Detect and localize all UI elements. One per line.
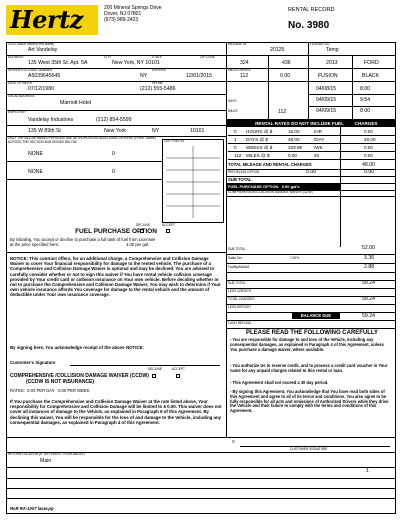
rate-qty: 0 — [234, 129, 237, 134]
fuel-option-title: FUEL PURCHASE OPTION — [75, 228, 157, 235]
rate-row — [228, 152, 396, 160]
employer-state: NY — [152, 128, 160, 134]
terms-paragraph-3: - This Agreement shall not exceed a 30 day period. — [230, 380, 329, 385]
total-mileage-label: TOTAL MILEAGE AND RENTAL CHARGES — [228, 162, 312, 167]
customer-license: A5039645645 — [28, 73, 61, 79]
fuel-gauge-label: OUT FUEL IN — [164, 139, 184, 143]
vehicle-make: FORD — [364, 60, 379, 66]
customer-dob: 07/12/1980 — [28, 86, 54, 92]
unit-number: 436 — [282, 60, 291, 66]
date-in: 04/09/15 — [316, 97, 337, 103]
cdw-paragraph: If You purchase the Comprehensive and Collision Damage Waiver at the rate listed above, Your responsibility for Comprehensive and Collision Damage will be limited to $ 0.00. This waiver does not cover all instances of damage to the Vehicle, as explained in Paragraph 6 of this Agreement. By declining this waiver, You will be responsible for the loss of and damage to the Vehicle, including any consequential damages, as explained in Paragraph 4 of this Agreement. — [10, 399, 222, 425]
additional-drivers-note: ONLY THE BELOW NAMED PERSONS ARE AUTHORIZED AS ADDITIONAL DRIVERS (PRINT NAME) ACROSS THE SECTION AND SIGNED BELOW — [8, 136, 156, 144]
rate-row — [228, 144, 396, 152]
license-label: DRIVER'S LICENSE NUMBER — [8, 68, 53, 72]
local-address-label: LOCAL ADDRESS — [8, 94, 35, 98]
balance-due-label: BALANCE DUE — [292, 313, 340, 319]
license-expires: 12/01/2015 — [186, 73, 212, 79]
fuel-accept-label: ACCEPT — [162, 223, 175, 227]
rate-unit: MILES @ $ — [246, 153, 270, 158]
fuel-price: 4.00 per gal. — [126, 242, 150, 247]
cdw-decline-label: DECLINE — [148, 367, 162, 371]
rate-rate: 48.00 — [288, 137, 300, 142]
vehicle-model: FUSION — [318, 73, 338, 79]
page-number: 1 — [366, 468, 369, 474]
cdw-accept-label: ACCEPT — [172, 367, 185, 371]
gas-out: 0.00 — [280, 73, 291, 79]
rate-per: /M — [314, 153, 320, 158]
rate-qty: 112 — [234, 153, 242, 158]
city-label: CITY — [104, 55, 112, 59]
miles-driven-label: MILES DRIVEN — [228, 68, 251, 72]
rates-header: RENTAL RATES DO NOT INCLUDE FUEL CHARGES — [226, 120, 396, 127]
address-label: ADDRESS — [8, 55, 24, 59]
company-phone: (973) 989-2423 — [104, 17, 139, 23]
rate-row — [228, 128, 396, 136]
terms-paragraph-1: - You are responsible for damage to and loss of the Vehicle, including any consequential damages, as explained in Paragraph 4 of this Agreement, unless You purchase a damage waiver, where available. — [230, 337, 384, 352]
tax-label: Sales Tax — [228, 256, 242, 260]
subtotal-3: 59.24 — [362, 280, 375, 286]
license-state: NY — [140, 73, 148, 79]
collision-label: COMPREHENSIVE/COLLISION DAMAGE WAIVER (CDW) — [228, 190, 313, 194]
customer-city: New York, NY 10101 — [112, 60, 160, 66]
fuel-gauge-grid — [166, 146, 220, 218]
less-credits-label: LESS CREDITS — [228, 289, 252, 293]
miles-driven: 112 — [240, 73, 249, 79]
additional-driver-1: NONE — [28, 151, 43, 157]
rate-unit: DAYS @ $ — [246, 137, 268, 142]
rate-rate: 329.99 — [288, 145, 303, 150]
local-address: Marriott Hotel — [60, 100, 92, 106]
customer-name: Art Vandelay — [28, 47, 58, 53]
fuel-option-text: By initialing, You accept or decline to purchase a full tank of fuel from Licensee at the price specified here; — [10, 237, 156, 247]
time-out: 8:00 — [360, 86, 371, 92]
additional-driver-2-age: 0 — [112, 169, 115, 175]
cash-refund-label: CASH REFUND — [228, 321, 252, 325]
employer-name: Vandelay Industries — [28, 117, 74, 123]
time-due: 8:00 — [360, 108, 371, 114]
employer-zip: 10101 — [190, 128, 205, 134]
refueling-label: REFUELING OPTION — [228, 170, 260, 174]
mileage-in: 20125 — [270, 47, 285, 53]
vehicle-color: BLACK — [362, 73, 380, 79]
rate-per: /HR — [314, 129, 322, 134]
customer-signature-label: Customer's Signature — [10, 360, 56, 365]
rate-rate: 16.00 — [288, 129, 300, 134]
rate-charge: 48.00 — [364, 137, 376, 142]
fuel-decline-label: DECLINE — [136, 223, 150, 227]
rate-unit: WEEKS @ $ — [246, 145, 273, 150]
refueling-charge: 0.00 — [364, 169, 375, 175]
customer-signature-line[interactable] — [70, 365, 220, 366]
name-label: CUSTOMER NAME(Print Name) — [8, 42, 55, 46]
cdw-subtitle: (CCDW IS NOT INSURANCE) — [26, 379, 95, 385]
facility-fee: 2.88 — [364, 264, 375, 270]
terms-paragraph-2: - You authorize Us to reserve credit, and to process a credit card voucher in Your name for any unpaid charges related to this rental or loan. — [230, 363, 388, 373]
employer-address: 135 W 89th St — [28, 128, 61, 134]
rate-qty: 0 — [234, 145, 237, 150]
form-id: RnR RA-1007 laser.pp — [10, 506, 54, 511]
total-charges: 59.24 — [362, 296, 375, 302]
total-charges-label: TOTAL CHARGES — [228, 297, 255, 301]
rate-charge: 0.00 — [364, 145, 373, 150]
cdw-rates: RATES: 0.00 PER DAY 0.00 PER WEEK — [10, 388, 90, 393]
total-mileage-charges: 48.00 — [362, 162, 375, 168]
address-line-2: Dover, NJ 07801 — [104, 11, 142, 17]
vehicle-year: 2013 — [326, 60, 338, 66]
days-label: DAYS — [228, 99, 237, 103]
cdw-notice: NOTICE: This contract offers, for an additional charge, a Comprehensive and Collision Damage Waiver to cover Your financial responsibility for damage to the rented vehicle. The purchase of a Comprehensive and Collision Damage Waiver is optional and may be declined. You are advised to carefully consider whether or not to sign this waiver if You have rental vehicle collision coverage provided by Your credit card or collision insurance on Your own vehicle. Before deciding whether or not to purchase the Comprehensive and Collision Damage Waiver, You may wish to determine if Your own vehicle insurance affords You coverage for damage to the rental vehicle and the amount of deductible under Your own insurance coverage. — [10, 256, 221, 298]
rate-charge: 0.00 — [364, 153, 373, 158]
return-location-label: RETURN LOCATION (IF DIFFERENT FROM ABOVE) — [8, 452, 85, 456]
license-in: Temp — [326, 47, 339, 53]
date-out: 04/08/15 — [316, 86, 337, 92]
rate-row — [228, 136, 396, 144]
fuel-purchase-bar: FUEL PURCHASE OPTION 0.00 gal's — [226, 184, 340, 190]
date-due: 04/09/15 — [316, 108, 337, 114]
company-address — [104, 5, 162, 23]
hertz-logo: Hertz — [6, 5, 98, 35]
rate-qty: 1 — [234, 137, 237, 142]
tax-rate: 7.00% — [290, 256, 300, 260]
cdw-accept-checkbox[interactable] — [176, 374, 180, 378]
facility-label: Facility/AAAAA — [228, 265, 250, 269]
tax-amount: 3.36 — [364, 255, 375, 261]
refueling-rate: 5.00 — [306, 169, 317, 175]
miles-label: MILES — [228, 109, 238, 113]
less-deposit-label: LESS DEPOSIT — [228, 305, 252, 309]
subtotal-label: SUB TOTAL — [228, 177, 252, 182]
employer-city: New York — [104, 128, 126, 134]
return-location: Main — [40, 458, 52, 464]
rate-rate: 0.00 — [288, 153, 297, 158]
customer-address: 135 West 35th St. Apt. 5A — [28, 60, 88, 66]
form-title: RENTAL RECORD — [288, 7, 335, 13]
read-carefully-title: PLEASE READ THE FOLLOWING CAREFULLY — [245, 330, 379, 336]
rate-per: /DAY — [314, 137, 325, 142]
balance-due: 59.24 — [362, 313, 375, 319]
rate-unit: HOURS @ $ — [246, 129, 273, 134]
state-label: STATE — [152, 55, 162, 59]
rate-per: /WK — [314, 145, 323, 150]
signature-x: X — [232, 439, 235, 444]
additional-driver-2: NONE — [28, 169, 43, 175]
cdw-title: COMPREHENSIVE /COLLISION DAMAGE WAIVER (CCDW) — [10, 373, 149, 379]
address-line-1: 200 Mineral Springs Drive — [104, 5, 162, 11]
notice-ack: By signing here, You acknowledge receipt of the above NOTICE: — [10, 345, 145, 350]
subtotal-2: 52.00 — [362, 245, 375, 251]
record-number: No. 3980 — [288, 20, 330, 31]
subtotal-2-label: SUB TOTAL — [228, 247, 246, 251]
license-in-label: LICENSE NO. — [310, 42, 331, 46]
customer-signature-label-2: CUSTOMER SIGNATURE — [290, 447, 328, 451]
subtotal-3-label: SUB TOTAL — [228, 281, 246, 285]
miles-value: 112 — [278, 109, 287, 115]
mileage-in-label: MILEAGE IN — [228, 42, 247, 46]
expires-label: EXPIRES — [152, 68, 166, 72]
time-in: 9:54 — [360, 97, 371, 103]
employer-label: EMPLOYER — [8, 110, 26, 114]
employer-phone: (212) 854-5599 — [96, 117, 132, 123]
zip-label: ZIP CODE — [200, 55, 215, 59]
rate-charge: 0.00 — [364, 129, 373, 134]
dob-label: DATE OF BIRTH — [8, 81, 32, 85]
phone-label: PHONE — [152, 81, 164, 85]
customer-phone: (212) 555-5486 — [140, 86, 176, 92]
odometer: 324 — [240, 60, 249, 66]
terms-paragraph-4: - By signing this Agreement, You acknowledge that You have read both sides of this Agreement and agree to all of its terms and conditions. You also agree to be fully responsible for all acts and omissions of Authorized Drivers while they drive the Vehicle and their failure to comply with the terms and conditions of this Agreement. — [230, 389, 389, 414]
additional-driver-1-age: 0 — [112, 151, 115, 157]
cdw-decline-checkbox[interactable] — [152, 374, 156, 378]
